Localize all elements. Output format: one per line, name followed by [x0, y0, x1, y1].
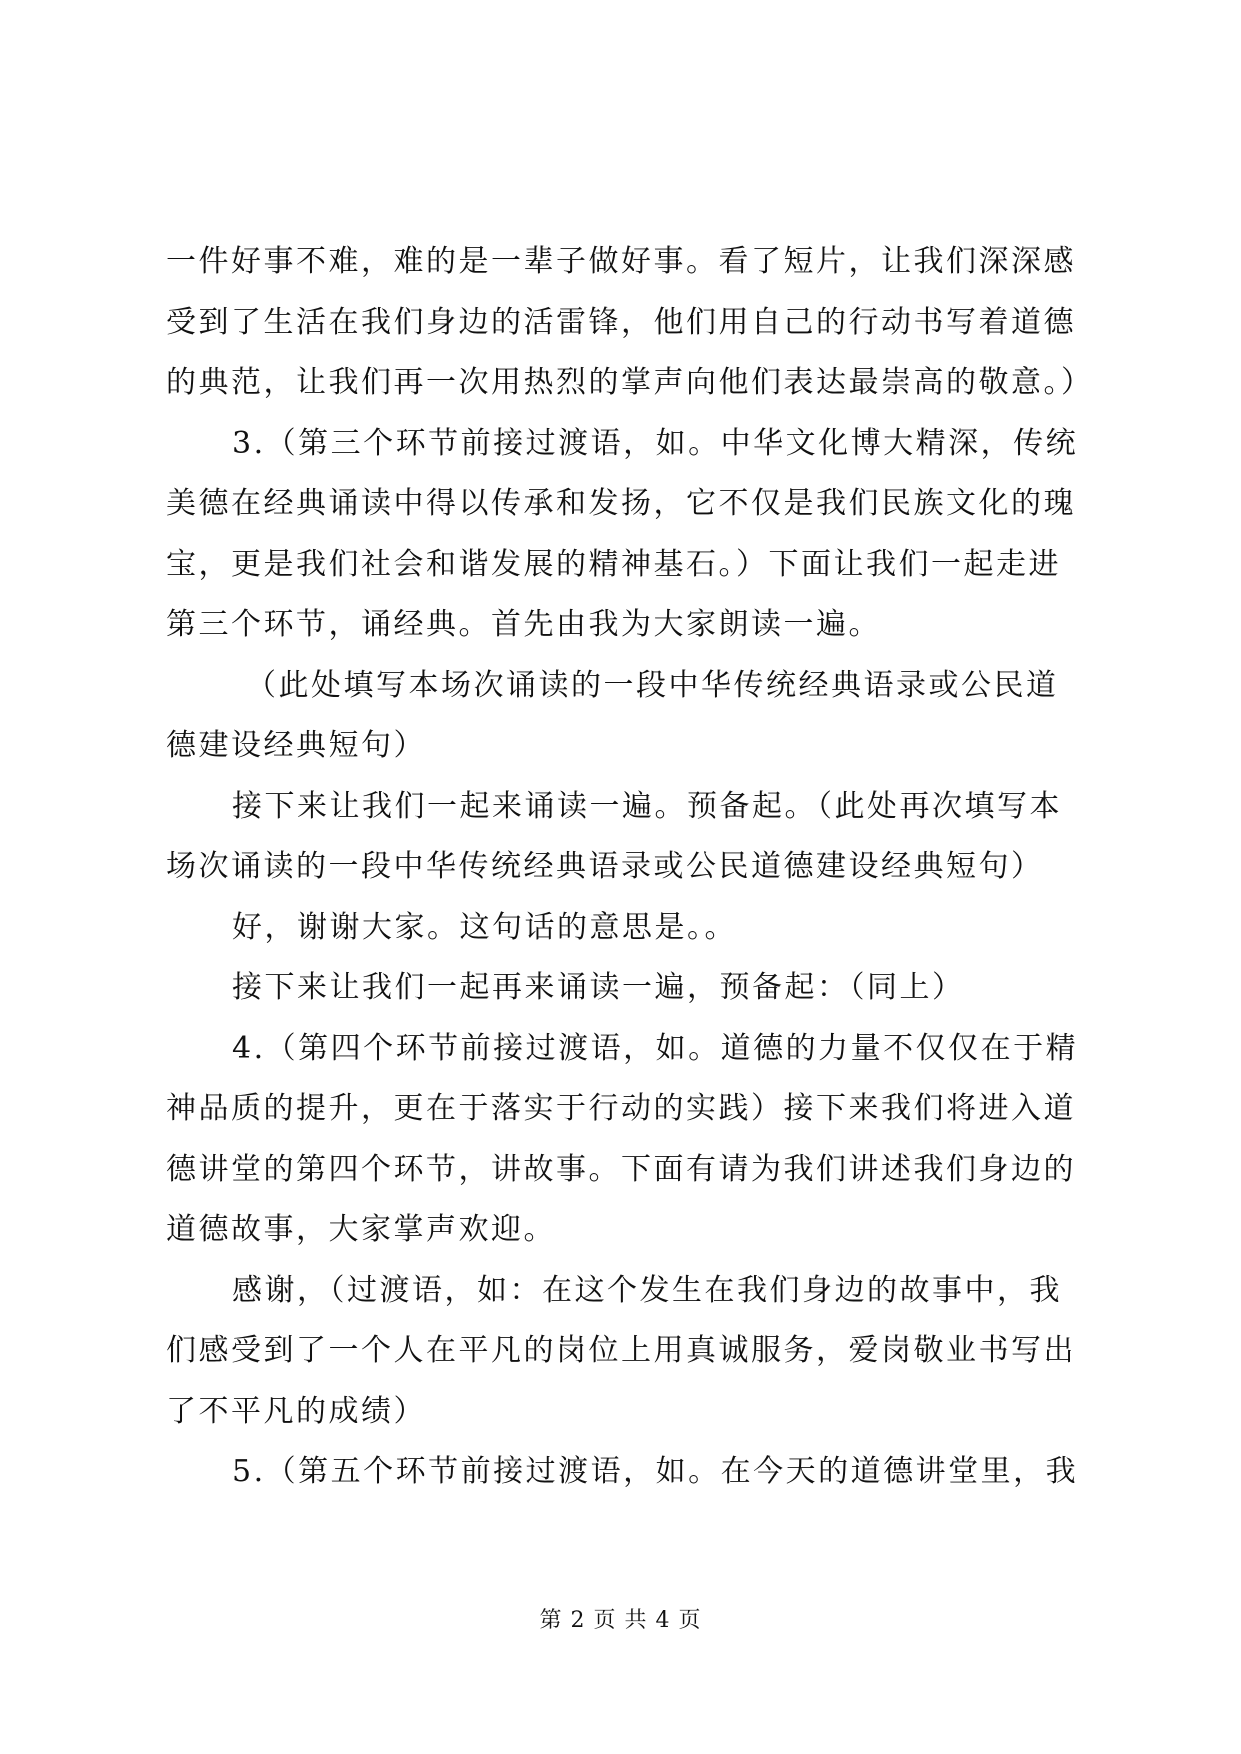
text-line: 感谢，（过渡语，如：在这个发生在我们身边的故事中，我: [232, 1272, 1062, 1308]
text-line: 们感受到了一个人在平凡的岗位上用真诚服务，爱岗敬业书写出: [166, 1333, 1076, 1368]
text-line: 接下来让我们一起来诵读一遍。预备起。（此处再次填写本: [232, 788, 1062, 824]
text-line: 4.（第四个环节前接过渡语，如。道德的力量不仅仅在于精: [232, 1030, 1079, 1066]
document-body: [166, 232, 1094, 1503]
text-line: 好，谢谢大家。这句话的意思是。。: [232, 909, 737, 945]
text-line: 道德故事，大家掌声欢迎。: [166, 1212, 556, 1247]
text-line: 的典范，让我们再一次用热烈的掌声向他们表达最崇高的敬意。）: [166, 365, 1094, 400]
text-line: 德讲堂的第四个环节，讲故事。下面有请为我们讲述我们身边的: [166, 1151, 1076, 1187]
text-line: 场次诵读的一段中华传统经典语录或公民道德建设经典短句）: [166, 849, 1044, 884]
text-line: 了不平凡的成绩）: [166, 1393, 426, 1429]
text-line: 接下来让我们一起再来诵读一遍，预备起：（同上）: [232, 970, 965, 1005]
text-line: 3.（第三个环节前接过渡语，如。中华文化博大精深，传统: [232, 425, 1079, 461]
text-line: 5.（第五个环节前接过渡语，如。在今天的道德讲堂里，我: [232, 1454, 1079, 1489]
text-line: 神品质的提升，更在于落实于行动的实践）接下来我们将进入道: [166, 1091, 1076, 1126]
text-line: 第三个环节，诵经典。首先由我为大家朗读一遍。: [166, 607, 881, 642]
page-footer: 第 2 页 共 4 页: [539, 1608, 702, 1633]
text-line: 宝，更是我们社会和谐发展的精神基石。）下面让我们一起走进: [166, 546, 1061, 582]
text-line: 受到了生活在我们身边的活雷锋，他们用自己的行动书写着道德: [166, 304, 1076, 340]
text-line: 美德在经典诵读中得以传承和发扬，它不仅是我们民族文化的瑰: [166, 486, 1076, 521]
text-line: （此处填写本场次诵读的一段中华传统经典语录或公民道: [246, 667, 1059, 703]
text-line: 德建设经典短句）: [166, 728, 426, 763]
text-line: 一件好事不难，难的是一辈子做好事。看了短片，让我们深深感: [166, 244, 1076, 279]
